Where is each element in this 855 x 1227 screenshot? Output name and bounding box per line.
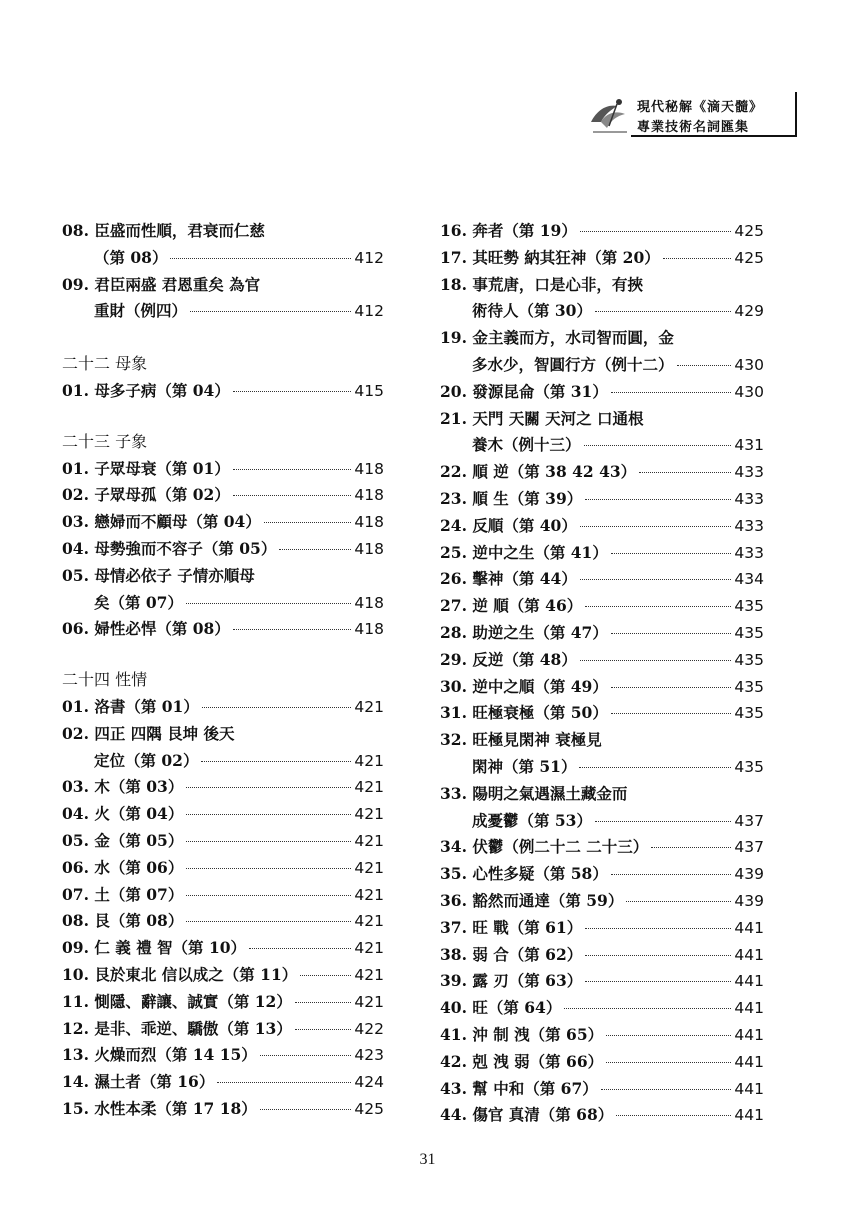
page-number: 31 [419, 1151, 436, 1168]
dot-leader [626, 901, 731, 902]
toc-entry[interactable] [62, 935, 384, 962]
toc-entry-title: 08. 艮（第 08） [62, 911, 184, 931]
toc-entry[interactable] [440, 888, 764, 915]
toc-entry-page: 430 [734, 355, 764, 374]
toc-entry[interactable] [62, 536, 384, 563]
toc-entry-page: 418 [354, 593, 384, 612]
dot-leader [580, 231, 732, 232]
toc-entry[interactable] [440, 593, 764, 620]
toc-entry-title: 17. 其旺勢 納其狂神（第 20） [440, 247, 660, 267]
dot-leader [186, 814, 351, 815]
toc-entry-title: 34. 伏鬱（例二十二 二十三） [440, 837, 649, 857]
dot-leader [585, 955, 731, 956]
toc-entry-page: 439 [734, 865, 764, 884]
toc-entry-title: 16. 奔者（第 19） [440, 221, 577, 240]
header-title-line2: 專業技術名詞匯集 [637, 120, 750, 135]
dot-leader [601, 1089, 732, 1090]
toc-entry[interactable] [62, 962, 384, 989]
toc-entry-page: 435 [734, 597, 764, 616]
toc-entry[interactable] [62, 694, 384, 721]
toc-entry-title: 27. 逆 順（第 46） [440, 596, 583, 616]
dot-leader [186, 921, 351, 922]
dot-leader [663, 258, 732, 259]
toc-entry[interactable] [62, 1096, 384, 1123]
toc-entry-title: 閑神（第 51） [472, 756, 577, 776]
toc-entry[interactable] [440, 647, 764, 674]
toc-entry[interactable] [440, 218, 764, 245]
toc-entry-title: 01. 子眾母衰（第 01） [62, 458, 230, 478]
dot-leader [186, 787, 351, 788]
toc-entry-page: 412 [354, 248, 384, 267]
toc-entry[interactable] [440, 808, 764, 835]
dot-leader [585, 928, 731, 929]
toc-entry-title: 38. 弱 合（第 62） [440, 944, 583, 964]
toc-entry-title: 29. 反逆（第 48） [440, 649, 577, 669]
toc-entry-page: 435 [734, 650, 764, 669]
toc-entry[interactable] [440, 459, 764, 486]
toc-entry-title: 11. 惻隱、辭讓、誠實（第 12） [62, 991, 292, 1011]
dot-leader [295, 1029, 352, 1030]
toc-entry-page: 418 [354, 620, 384, 639]
toc-entry-page: 412 [354, 302, 384, 321]
toc-entry-title: 39. 露 刃（第 63） [440, 971, 583, 991]
toc-entry-title: 28. 助逆之生（第 47） [440, 622, 608, 642]
toc-entry-title: 01. 洛書（第 01） [62, 696, 199, 716]
dot-leader [579, 767, 731, 768]
toc-entry[interactable] [440, 566, 764, 593]
toc-entry-page: 421 [354, 858, 384, 877]
toc-entry-title: 05. 金（第 05） [62, 830, 184, 850]
dot-leader [585, 499, 731, 500]
toc-column-left [62, 218, 384, 1123]
toc-entry[interactable] [62, 482, 384, 509]
toc-entry-page: 421 [354, 697, 384, 716]
toc-entry[interactable] [62, 748, 384, 775]
toc-entry[interactable] [62, 590, 384, 617]
toc-entry-title: 22. 順 逆（第 38 42 43） [440, 462, 637, 482]
toc-entry[interactable] [440, 272, 764, 299]
toc-entry-title: 42. 剋 洩 弱（第 66） [440, 1051, 604, 1071]
dot-leader [186, 841, 351, 842]
toc-entry-title: 06. 婦性必悍（第 08） [62, 619, 230, 639]
dot-leader [651, 847, 731, 848]
toc-entry-title: 定位（第 02） [94, 750, 199, 770]
toc-entry-title: 03. 戀婦而不顧母（第 04） [62, 512, 261, 532]
toc-entry-page: 433 [734, 463, 764, 482]
toc-entry-title: 13. 火燥而烈（第 14 15） [62, 1045, 257, 1065]
running-header [587, 92, 797, 138]
toc-entry[interactable] [62, 1042, 384, 1069]
toc-entry-page: 441 [734, 999, 764, 1018]
toc-entry[interactable] [440, 379, 764, 406]
toc-entry-title: 06. 水（第 06） [62, 857, 184, 877]
toc-entry[interactable] [440, 1102, 764, 1129]
toc-entry-title: 31. 旺極衰極（第 50） [440, 703, 608, 723]
toc-entry-page: 425 [354, 1099, 384, 1118]
dot-leader [611, 687, 732, 688]
toc-entry-title: 04. 母勢強而不容子（第 05） [62, 538, 277, 558]
toc-entry-title: 03. 木（第 03） [62, 777, 184, 797]
dot-leader [616, 1115, 731, 1116]
toc-entry[interactable] [440, 1022, 764, 1049]
toc-entry-page: 418 [354, 513, 384, 532]
toc-entry-title: 術待人（第 30） [472, 301, 592, 321]
toc-entry-title: 05. 母情必依子 子情亦順母 [62, 565, 255, 585]
toc-entry-title: 09. 君臣兩盛 君恩重矣 為官 [62, 274, 261, 294]
toc-entry[interactable] [62, 908, 384, 935]
toc-entry-title: 35. 心性多疑（第 58） [440, 864, 608, 884]
toc-entry-page: 425 [734, 222, 764, 240]
toc-entry[interactable] [62, 721, 384, 748]
dot-leader [639, 472, 731, 473]
toc-entry-page: 424 [354, 1073, 384, 1092]
toc-entry-page: 421 [354, 939, 384, 958]
toc-entry-page: 415 [354, 381, 384, 400]
dot-leader [202, 707, 352, 708]
toc-entry[interactable] [440, 245, 764, 272]
header-title-line1: 現代秘解《滴天髓》 [637, 100, 764, 115]
toc-entry[interactable] [62, 298, 384, 325]
toc-entry-title: 04. 火（第 04） [62, 804, 184, 824]
toc-entry-title: 矣（第 07） [94, 592, 183, 612]
toc-entry[interactable] [62, 882, 384, 909]
dot-leader [580, 660, 732, 661]
toc-entry-page: 421 [354, 965, 384, 984]
section-heading: 二十四 性情 [62, 670, 148, 690]
dot-leader [279, 549, 351, 550]
toc-entry-title: （第 08） [94, 247, 168, 267]
dot-leader [190, 311, 351, 312]
toc-entry[interactable] [440, 700, 764, 727]
toc-entry-page: 421 [354, 805, 384, 824]
toc-entry-page: 433 [734, 489, 764, 508]
crane-logo-icon [587, 92, 631, 136]
toc-entry[interactable] [62, 855, 384, 882]
toc-entry[interactable] [62, 509, 384, 536]
dot-leader [595, 311, 731, 312]
dot-leader [186, 895, 351, 896]
dot-leader [595, 821, 731, 822]
toc-entry-title: 09. 仁 義 禮 智（第 10） [62, 938, 247, 958]
toc-entry-title: 12. 是非、乖逆、驕傲（第 13） [62, 1018, 292, 1038]
toc-entry-page: 435 [734, 623, 764, 642]
toc-entry-page: 434 [734, 570, 764, 589]
dot-leader [264, 522, 352, 523]
toc-entry-page: 435 [734, 677, 764, 696]
dot-leader [300, 975, 351, 976]
toc-entry-title: 15. 水性本柔（第 17 18） [62, 1098, 257, 1118]
toc-entry-title: 10. 艮於東北 信以成之（第 11） [62, 964, 298, 984]
toc-entry[interactable] [440, 754, 764, 781]
toc-entry-page: 435 [734, 704, 764, 723]
toc-entry[interactable] [62, 989, 384, 1016]
toc-entry-title: 23. 順 生（第 39） [440, 488, 583, 508]
toc-entry-title: 40. 旺（第 64） [440, 998, 562, 1018]
toc-entry[interactable] [440, 674, 764, 701]
dot-leader [233, 391, 352, 392]
toc-entry-title: 18. 事荒唐，口是心非，有挾 [440, 274, 643, 294]
toc-entry-page: 441 [734, 1079, 764, 1098]
header-side-rule [795, 92, 797, 136]
dot-leader [606, 1035, 731, 1036]
dot-leader [611, 713, 732, 714]
toc-entry-page: 425 [734, 248, 764, 267]
toc-entry[interactable] [440, 942, 764, 969]
toc-entry[interactable] [440, 540, 764, 567]
toc-entry-page: 433 [734, 516, 764, 535]
dot-leader [611, 392, 732, 393]
toc-entry[interactable] [62, 245, 384, 272]
toc-entry-title: 30. 逆中之順（第 49） [440, 676, 608, 696]
dot-leader [585, 981, 731, 982]
toc-entry-title: 44. 傷官 真清（第 68） [440, 1105, 614, 1125]
dot-leader [611, 874, 732, 875]
toc-entry-page: 441 [734, 1025, 764, 1044]
toc-entry-page: 421 [354, 885, 384, 904]
dot-leader [260, 1109, 352, 1110]
toc-entry[interactable] [440, 727, 764, 754]
toc-entry-title: 32. 旺極見閑神 衰極見 [440, 730, 602, 750]
toc-entry-page: 431 [734, 436, 764, 455]
section-heading: 二十三 子象 [62, 431, 148, 451]
toc-entry-title: 成憂鬱（第 53） [472, 810, 592, 830]
toc-entry[interactable] [440, 861, 764, 888]
toc-entry-page: 421 [354, 912, 384, 931]
dot-leader [677, 365, 732, 366]
toc-entry[interactable] [440, 432, 764, 459]
toc-entry[interactable] [62, 828, 384, 855]
toc-entry-page: 421 [354, 992, 384, 1011]
toc-entry-title: 14. 濕土者（第 16） [62, 1072, 215, 1092]
dot-leader [584, 445, 732, 446]
toc-entry[interactable] [62, 801, 384, 828]
toc-entry-title: 07. 土（第 07） [62, 884, 184, 904]
toc-entry-title: 02. 四正 四隅 艮坤 後天 [62, 723, 235, 743]
toc-entry-page: 441 [734, 1106, 764, 1125]
header-rule [631, 135, 797, 137]
toc-entry[interactable] [440, 968, 764, 995]
toc-entry[interactable] [440, 325, 764, 352]
dot-leader [580, 579, 732, 580]
toc-entry[interactable] [440, 352, 764, 379]
toc-entry[interactable] [62, 563, 384, 590]
toc-entry-title: 19. 金主義而方，水司智而圓，金 [440, 328, 674, 348]
toc-entry[interactable] [440, 406, 764, 433]
toc-entry-page: 422 [354, 1019, 384, 1038]
toc-entry-title: 36. 豁然而通達（第 59） [440, 890, 624, 910]
dot-leader [564, 1008, 731, 1009]
toc-entry[interactable] [440, 1049, 764, 1076]
toc-entry[interactable] [440, 781, 764, 808]
dot-leader [580, 526, 732, 527]
toc-entry-title: 養木（例十三） [472, 435, 581, 455]
dot-leader [233, 495, 352, 496]
toc-entry[interactable] [62, 456, 384, 483]
toc-entry-page: 433 [734, 543, 764, 562]
toc-entry-title: 41. 沖 制 洩（第 65） [440, 1024, 604, 1044]
toc-entry-title: 08. 臣盛而性順，君衰而仁慈 [62, 221, 265, 240]
dot-leader [186, 603, 351, 604]
toc-entry[interactable] [440, 513, 764, 540]
toc-entry[interactable] [440, 486, 764, 513]
toc-entry-title: 02. 子眾母孤（第 02） [62, 485, 230, 505]
toc-entry-page: 441 [734, 1052, 764, 1071]
toc-entry-title: 21. 天門 天關 天河之 口通根 [440, 408, 644, 428]
dot-leader [233, 629, 352, 630]
toc-entry[interactable] [62, 378, 384, 405]
toc-entry-page: 439 [734, 891, 764, 910]
dot-leader [249, 948, 351, 949]
toc-entry-page: 430 [734, 382, 764, 401]
dot-leader [606, 1062, 731, 1063]
toc-entry[interactable] [62, 774, 384, 801]
toc-entry-title: 33. 陽明之氣遇濕土藏金而 [440, 783, 628, 803]
toc-entry-page: 423 [354, 1046, 384, 1065]
dot-leader [260, 1055, 352, 1056]
toc-entry-title: 25. 逆中之生（第 41） [440, 542, 608, 562]
dot-leader [611, 633, 732, 634]
toc-entry-page: 441 [734, 918, 764, 937]
toc-entry-title: 重財（例四） [94, 301, 188, 321]
dot-leader [585, 606, 731, 607]
toc-entry-page: 437 [734, 838, 764, 857]
toc-entry[interactable] [440, 915, 764, 942]
toc-entry-page: 418 [354, 539, 384, 558]
toc-entry-title: 多水少，智圓行方（例十二） [472, 354, 674, 374]
toc-entry-title: 24. 反順（第 40） [440, 515, 577, 535]
dot-leader [233, 469, 352, 470]
toc-entry-title: 43. 幫 中和（第 67） [440, 1078, 598, 1098]
toc-entry-page: 418 [354, 459, 384, 478]
dot-leader [170, 258, 351, 259]
section-heading: 二十二 母象 [62, 354, 148, 374]
dot-leader [611, 553, 732, 554]
toc-entry-page: 421 [354, 831, 384, 850]
toc-entry[interactable] [62, 1069, 384, 1096]
toc-entry-title: 01. 母多子病（第 04） [62, 380, 230, 400]
toc-entry[interactable] [440, 834, 764, 861]
toc-entry-page: 429 [734, 302, 764, 321]
toc-entry-page: 421 [354, 778, 384, 797]
dot-leader [186, 868, 351, 869]
toc-entry-page: 435 [734, 757, 764, 776]
toc-entry[interactable] [440, 1076, 764, 1103]
toc-entry[interactable] [62, 1016, 384, 1043]
toc-entry-page: 441 [734, 972, 764, 991]
toc-entry-title: 37. 旺 戰（第 61） [440, 917, 583, 937]
toc-entry-page: 421 [354, 751, 384, 770]
toc-entry-page: 437 [734, 811, 764, 830]
dot-leader [217, 1082, 351, 1083]
toc-entry-title: 20. 發源昆侖（第 31） [440, 381, 608, 401]
toc-column-right [440, 218, 764, 1129]
toc-entry[interactable] [62, 272, 384, 299]
dot-leader [201, 761, 351, 762]
toc-entry-title: 26. 擊神（第 44） [440, 569, 577, 589]
toc-entry-page: 441 [734, 945, 764, 964]
toc-entry[interactable] [440, 298, 764, 325]
toc-entry[interactable] [440, 995, 764, 1022]
toc-entry[interactable] [62, 616, 384, 643]
dot-leader [295, 1002, 352, 1003]
toc-entry[interactable] [62, 218, 384, 245]
toc-entry-page: 418 [354, 486, 384, 505]
toc-entry[interactable] [440, 620, 764, 647]
